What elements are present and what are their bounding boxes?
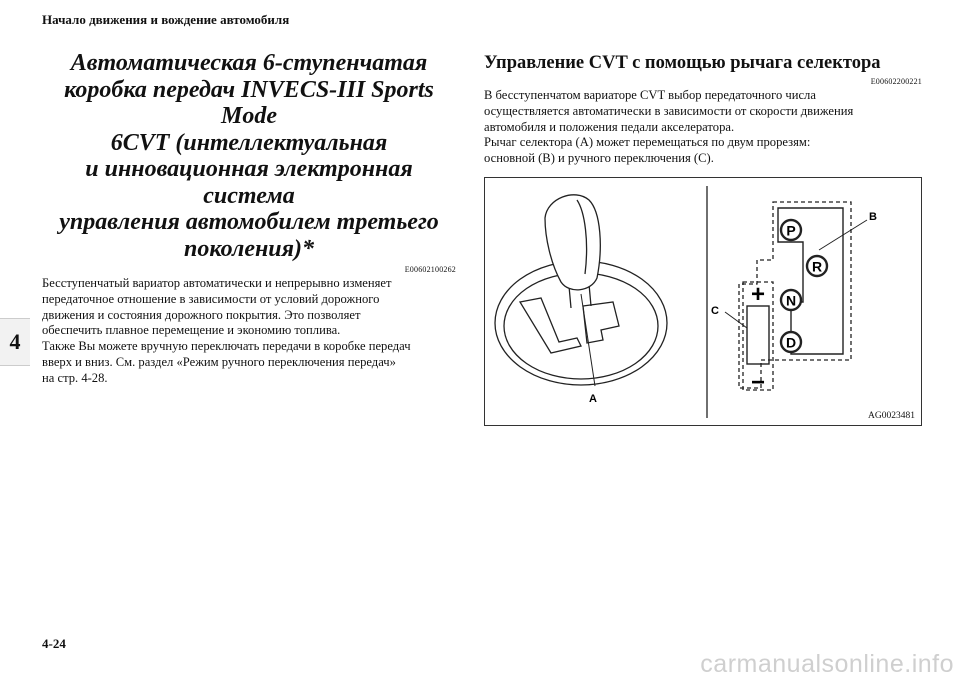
gear-letter-p: P [786,222,796,239]
text-line: автомобиля и положения педали акселератора. [484,119,735,134]
section-heading-left [42,50,456,262]
text-line: Рычаг селектора (A) может перемещаться по двум прорезям: [484,135,811,150]
heading-line: управления автомобилем третьего [59,209,439,235]
figure-code: AG0023481 [868,411,915,421]
body-text-left [42,276,456,387]
gear-letter-n: N [785,292,797,309]
selector-lever-figure [484,177,922,426]
section-code-right: E00602200221 [870,77,922,86]
page-reference[interactable]: на стр. 4-28. [42,370,108,385]
figure-illustration [485,178,921,425]
text-line: В бесступенчатом вариаторе CVT выбор передаточного числа [484,88,816,102]
callout-line-a [581,294,595,386]
lever-knob [545,195,600,290]
text-line: осуществляется автоматически в зависимости от скорости движения [484,103,854,118]
lever-console [495,195,667,386]
text-line: обеспечить плавное перемещение и экономию топлива. [42,323,341,338]
text-line: вверх и вниз. См. раздел «Режим ручного переключения передач» [42,354,396,369]
left-column [42,50,456,387]
text-line: Бесступенчатый вариатор автоматически и непрерывно изменяет [42,276,392,290]
callout-label-c: C [711,305,719,317]
gate-slot-left [520,298,581,353]
right-column [484,52,922,167]
heading-line: 6CVT (интеллектуальная [110,129,388,156]
gear-position-n [781,290,801,310]
text-line: движения и состояния дорожного покрытия. Это позволяет [42,307,361,322]
gear-position-p [781,220,801,240]
callout-label-a: A [589,393,597,405]
upshift-plus-icon: + [750,281,766,308]
manual-gate-slot [747,306,769,364]
text-line: Также Вы можете вручную переключать передачи в коробке передач [42,339,411,354]
heading-line: коробка передач INVECS-III Sports Mode [64,76,434,129]
section-code-left: E00602100262 [404,265,456,274]
heading-line: поколения)* [184,235,314,262]
running-header: Начало движения и вождение автомобиля [42,12,290,27]
downshift-minus-icon: − [750,369,766,396]
callout-line-c [725,312,747,328]
gear-position-d [781,332,801,352]
gate-slot-right [583,302,619,343]
page-number: 4-24 [42,636,66,651]
heading-line: Автоматическая 6-ступенчатая [70,50,428,76]
chapter-tab: 4 [0,318,30,366]
body-text-right [484,88,922,167]
heading-line: и инновационная электронная система [85,156,413,209]
section-heading-right: Управление CVT с помощью рычага селектора [484,53,881,73]
callout-label-b: B [869,211,877,223]
text-line: основной (B) и ручного переключения (C). [484,151,714,166]
text-line: передаточное отношение в зависимости от условий дорожного [42,291,380,306]
watermark: carmanualsonline.info [700,650,954,678]
gear-letter-d: D [785,334,797,351]
gear-position-r [807,256,827,276]
gear-letter-r: R [811,258,823,275]
